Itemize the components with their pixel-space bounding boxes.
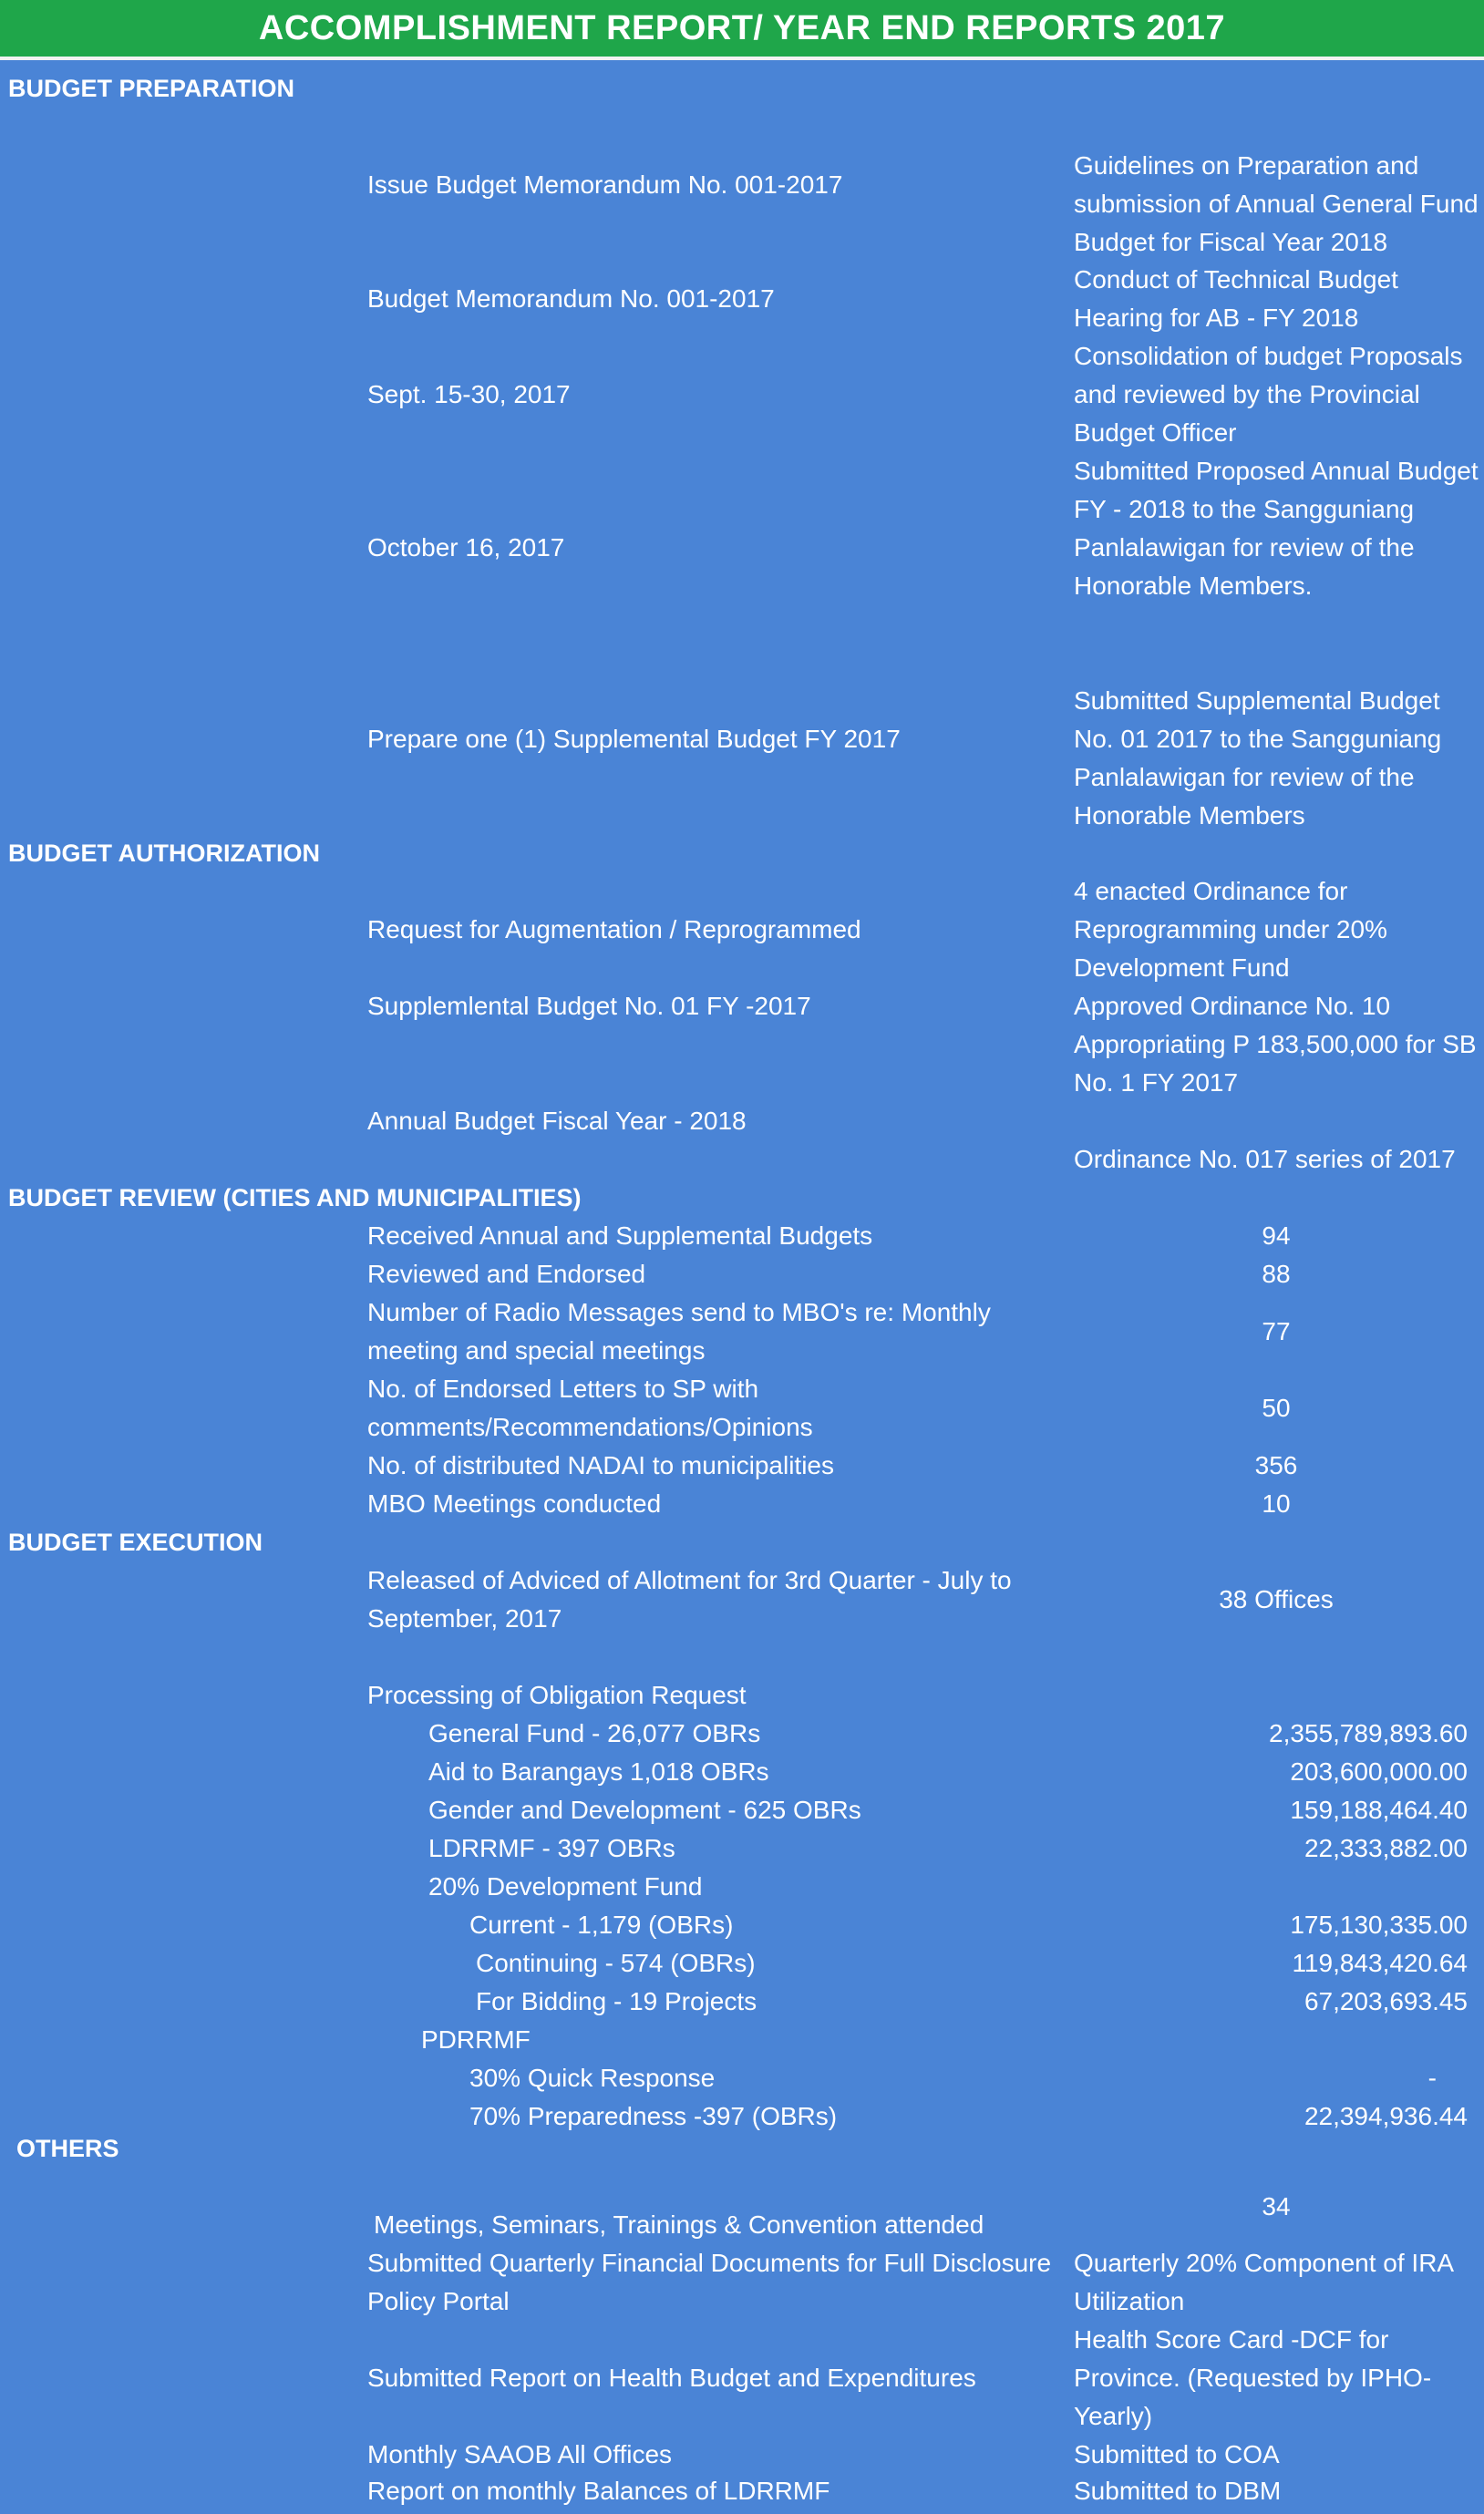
- obr-ldrrmf-label: LDRRMF - 397 OBRs: [428, 1834, 675, 1862]
- obr-general-fund-amount: 2,355,789,893.60: [1269, 1719, 1468, 1747]
- obr-ldrrmf-amount: 22,333,882.00: [1304, 1834, 1468, 1862]
- prep-result: Conduct of Technical Budget Hearing for AB - FY 2018: [1074, 265, 1398, 332]
- exec-allotment-value: 38 Offices: [1219, 1585, 1334, 1613]
- auth-activity: Supplemlental Budget No. 01 FY -2017: [367, 992, 811, 1020]
- prep-activity: Prepare one (1) Supplemental Budget FY 2017: [367, 725, 901, 753]
- others-result: Submitted to COA: [1074, 2440, 1280, 2468]
- obr-preparedness-label: 70% Preparedness -397 (OBRs): [469, 2102, 838, 2130]
- obr-heading: Processing of Obligation Request: [367, 1681, 747, 1709]
- others-result: Health Score Card -DCF for Province. (Requested by IPHO-Yearly): [1074, 2325, 1432, 2430]
- prep-activity: Sept. 15-30, 2017: [367, 380, 571, 408]
- auth-activity: Request for Augmentation / Reprogrammed: [367, 915, 861, 943]
- review-activity: MBO Meetings conducted: [367, 1489, 662, 1518]
- review-value: 94: [1262, 1221, 1291, 1250]
- section-budget-preparation: BUDGET PREPARATION: [8, 75, 295, 102]
- obr-pdrrmf-heading: PDRRMF: [421, 2025, 531, 2054]
- review-activity: Number of Radio Messages send to MBO's re: Monthly meeting and special meetings: [367, 1298, 991, 1365]
- report-title: ACCOMPLISHMENT REPORT/ YEAR END REPORTS 2017: [0, 0, 1484, 60]
- exec-allotment-activity: Released of Adviced of Allotment for 3rd Quarter - July to September, 2017: [367, 1566, 1012, 1633]
- obr-current-label: Current - 1,179 (OBRs): [469, 1911, 734, 1939]
- section-budget-authorization: BUDGET AUTHORIZATION: [8, 840, 320, 867]
- obr-gad-label: Gender and Development - 625 OBRs: [428, 1796, 861, 1824]
- others-activity: Submitted Quarterly Financial Documents for Full Disclosure Policy Portal: [367, 2249, 1052, 2315]
- prep-result: Submitted Proposed Annual Budget FY - 2018 to the Sangguniang Panlalawigan for review of the Honorable Members.: [1074, 457, 1479, 600]
- others-activity: Monthly SAAOB All Offices: [367, 2440, 673, 2468]
- obr-bidding-label: For Bidding - 19 Projects: [476, 1987, 757, 2015]
- section-budget-review: BUDGET REVIEW (CITIES AND MUNICIPALITIES): [8, 1184, 582, 1211]
- review-value: 356: [1254, 1451, 1298, 1479]
- others-result: 34: [1262, 2192, 1291, 2220]
- obr-preparedness-amount: 22,394,936.44: [1304, 2102, 1468, 2130]
- review-activity: Reviewed and Endorsed: [367, 1260, 646, 1288]
- prep-result: Consolidation of budget Proposals and reviewed by the Provincial Budget Officer: [1074, 342, 1463, 447]
- obr-quick-response-label: 30% Quick Response: [469, 2064, 716, 2092]
- auth-result: 4 enacted Ordinance for Reprogramming under 20% Development Fund: [1074, 877, 1387, 982]
- obr-aid-barangays-label: Aid to Barangays 1,018 OBRs: [428, 1757, 769, 1786]
- section-others: OTHERS: [16, 2135, 119, 2162]
- obr-aid-barangays-amount: 203,600,000.00: [1290, 1757, 1468, 1786]
- prep-result: Guidelines on Preparation and submission of Annual General Fund Budget for Fiscal Year 2018: [1074, 151, 1479, 256]
- prep-result: Submitted Supplemental Budget No. 01 2017 to the Sangguniang Panlalawigan for review of the Honorable Members: [1074, 686, 1442, 829]
- review-value: 88: [1262, 1260, 1291, 1288]
- review-value: 77: [1262, 1317, 1291, 1345]
- obr-dev-fund-heading: 20% Development Fund: [428, 1872, 703, 1901]
- obr-current-amount: 175,130,335.00: [1290, 1911, 1468, 1939]
- obr-gad-amount: 159,188,464.40: [1290, 1796, 1468, 1824]
- obr-quick-response-amount: -: [1427, 2064, 1437, 2092]
- auth-result: Ordinance No. 017 series of 2017: [1074, 1145, 1456, 1173]
- others-activity: Submitted Report on Health Budget and Expenditures: [367, 2364, 976, 2392]
- others-activity: Report on monthly Balances of LDRRMF: [367, 2477, 830, 2505]
- obr-continuing-amount: 119,843,420.64: [1292, 1949, 1468, 1977]
- others-result: Quarterly 20% Component of IRA Utilization: [1074, 2249, 1453, 2315]
- review-activity: No. of distributed NADAI to municipalities: [367, 1451, 834, 1479]
- auth-activity: Annual Budget Fiscal Year - 2018: [367, 1107, 747, 1135]
- prep-activity: Issue Budget Memorandum No. 001-2017: [367, 170, 843, 199]
- prep-activity: October 16, 2017: [367, 533, 565, 562]
- review-value: 50: [1262, 1394, 1291, 1422]
- auth-result: Approved Ordinance No. 10 Appropriating P 183,500,000 for SB No. 1 FY 2017: [1074, 992, 1477, 1097]
- obr-general-fund-label: General Fund - 26,077 OBRs: [428, 1719, 761, 1747]
- others-activity: Meetings, Seminars, Trainings & Convention attended: [374, 2210, 984, 2239]
- obr-continuing-label: Continuing - 574 (OBRs): [476, 1949, 756, 1977]
- review-activity: Received Annual and Supplemental Budgets: [367, 1221, 873, 1250]
- obr-bidding-amount: 67,203,693.45: [1304, 1987, 1468, 2015]
- prep-activity: Budget Memorandum No. 001-2017: [367, 284, 775, 313]
- review-value: 10: [1262, 1489, 1291, 1518]
- section-budget-execution: BUDGET EXECUTION: [8, 1529, 263, 1556]
- review-activity: No. of Endorsed Letters to SP with comments/Recommendations/Opinions: [367, 1375, 813, 1441]
- others-result: Submitted to DBM: [1074, 2477, 1282, 2505]
